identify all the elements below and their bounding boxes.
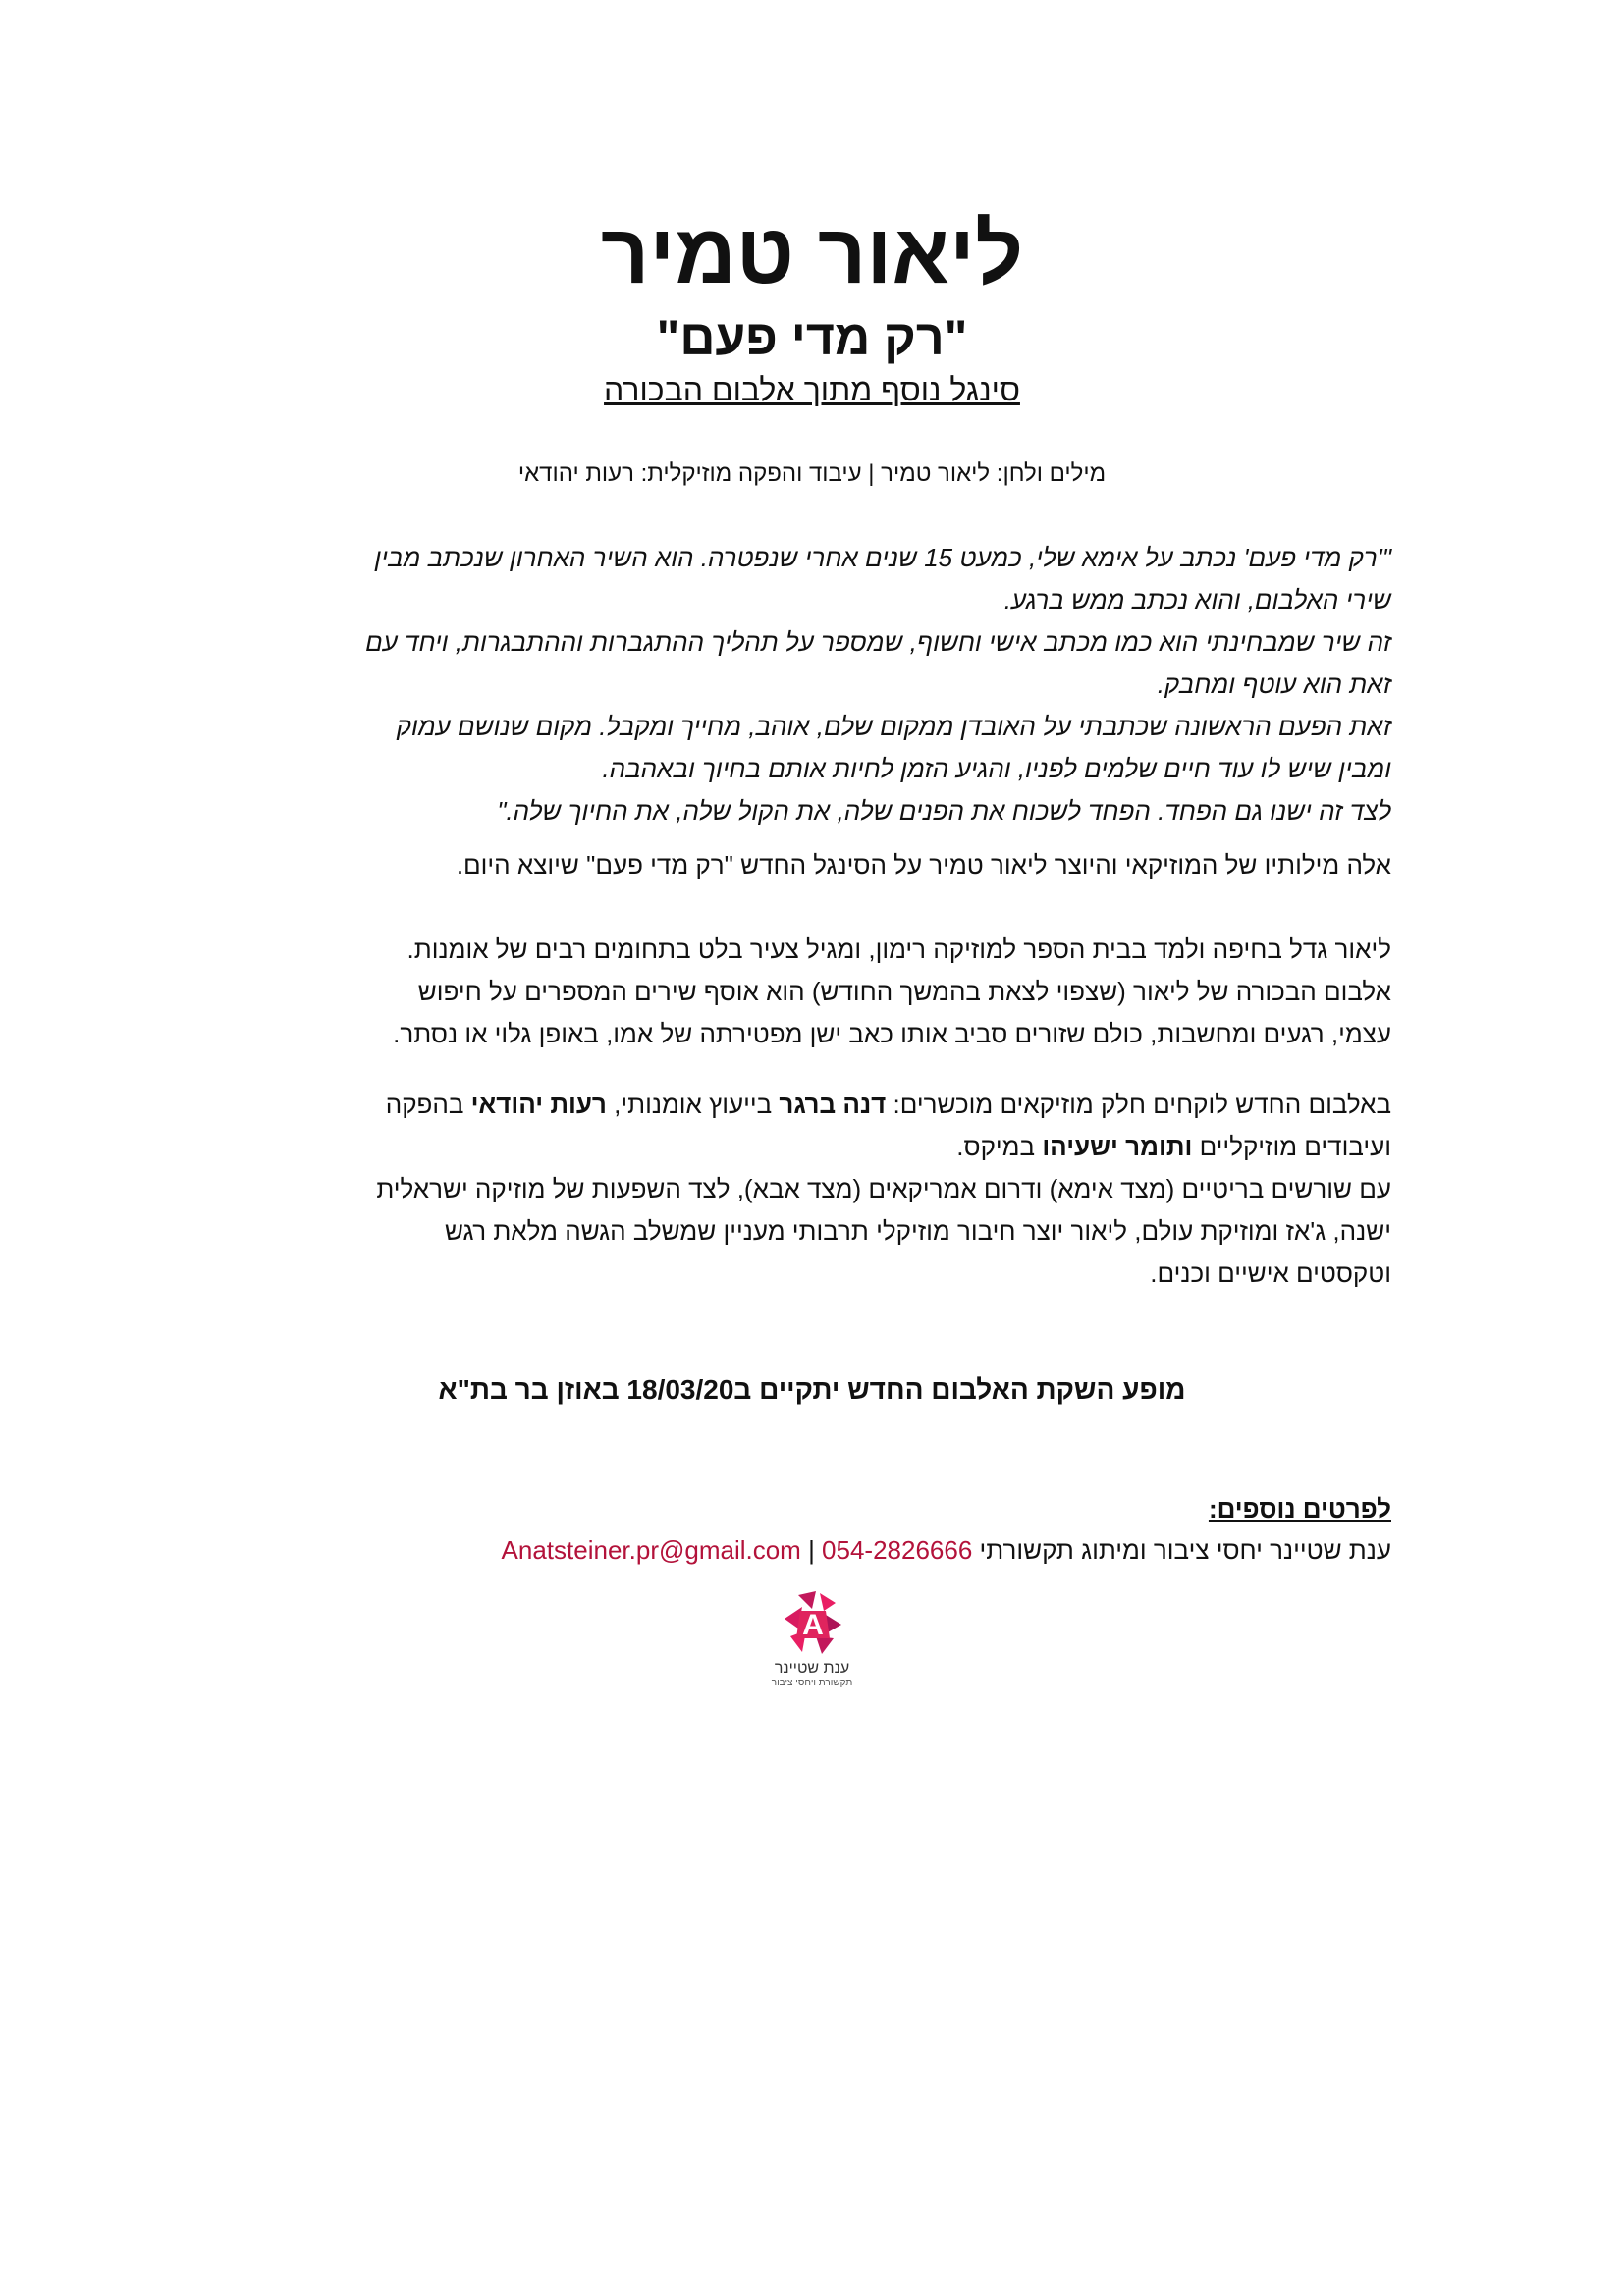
credits-line: מילים ולחן: ליאור טמיר | עיבוד והפקה מוזיקלית: רעות יהודאי: [517, 460, 1107, 487]
phone-number[interactable]: 054-2826666: [822, 1535, 973, 1565]
album-text: במיקס.: [956, 1132, 1043, 1161]
contact-line: [502, 1532, 1391, 1568]
quote-line: זה שיר שמבחינתי הוא כמו מכתב אישי וחשוף, שמספר על תהליך ההתגברות וההתבגרות, ויחד עם: [365, 627, 1391, 657]
album-line: עם שורשים בריטיים (מצד אימא) ודרום אמריקאים (מצד אבא), לצד השפעות של מוזיקה ישראלית: [376, 1174, 1391, 1203]
quote-line: שירי האלבום, והוא נכתב ממש ברגע.: [1003, 585, 1391, 614]
anat-steiner-logo-icon: [777, 1589, 847, 1658]
album-line: [233, 1084, 1391, 1126]
song-title: "רק מדי פעם": [656, 310, 968, 365]
musician-name: ותומר ישעיהו: [1042, 1132, 1193, 1161]
subtitle: סינגל נוסף מתוך אלבום הבכורה: [604, 372, 1020, 407]
intro-paragraph: [233, 844, 1391, 886]
musician-name: רעות יהודאי: [470, 1090, 607, 1119]
quote-line: זאת הפעם הראשונה שכתבתי על האובדן ממקום שלם, אוהב, מחייך ומקבל. מקום שנושם עמוק: [396, 712, 1391, 741]
quote-line: "'רק מדי פעם' נכתב על אימא שלי, כמעט 15 שנים אחרי שנפטרה. הוא השיר האחרון שנכתב מבין: [374, 543, 1391, 572]
logo-letter: A: [802, 1609, 824, 1641]
email-link[interactable]: Anatsteiner.pr@gmail.com: [501, 1535, 801, 1565]
artist-name: ליאור טמיר: [600, 207, 1024, 301]
quote-line: לצד זה ישנו גם הפחד. הפחד לשכוח את הפנים שלה, את הקול שלה, את החיוך שלה.": [497, 796, 1391, 826]
album-text: באלבום החדש לוקחים חלק מוזיקאים מוכשרים:: [886, 1090, 1391, 1119]
album-line: [233, 1126, 1391, 1168]
quote-line: זאת הוא עוטף ומחבק.: [1157, 669, 1391, 699]
bio-line: ליאור גדל בחיפה ולמד בבית הספר למוזיקה רימון, ומגיל צעיר בלט בתחומים רבים של אומנות.: [406, 934, 1391, 964]
album-text: ועיבודים מוזיקליים: [1192, 1132, 1391, 1161]
musician-name: דנה ברגר: [779, 1090, 887, 1119]
launch-announcement: מופע השקת האלבום החדש יתקיים ב18/03/20 באוזן בר בת"א: [438, 1374, 1186, 1405]
album-text: בייעוץ אומנותי,: [606, 1090, 780, 1119]
logo-tagline: תקשורת ויחסי ציבור: [771, 1678, 853, 1688]
quote-line: ומבין שיש לו עוד חיים שלמים לפניו, והגיע הזמן לחיות אותם בחיוך ובאהבה.: [602, 754, 1391, 783]
album-line: ישנה, ג'אז ומוזיקת עולם, ליאור יוצר חיבור מוזיקלי תרבותי מעניין שמשלב הגשה מלאת רגש: [445, 1216, 1391, 1246]
header: [0, 201, 1624, 411]
more-info-heading: לפרטים נוספים:: [1208, 1494, 1391, 1523]
intro-line: אלה מילותיו של המוזיקאי והיוצר ליאור טמיר על הסינגל החדש "רק מדי פעם" שיוצא היום.: [456, 850, 1391, 880]
album-text: בהפקה: [385, 1090, 471, 1119]
bio-line: אלבום הבכורה של ליאור (שצפוי לצאת בהמשך החודש) הוא אוסף שירים המספרים על חיפוש: [417, 977, 1391, 1006]
album-line: וטקסטים אישיים וכנים.: [1150, 1258, 1391, 1288]
logo-name: ענת שטיינר: [774, 1660, 850, 1677]
bio-paragraph: [233, 929, 1391, 1055]
bio-line: עצמי, רגעים ומחשבות, כולם שזורים סביב אותו כאב ישן מפטירתה של אמו, באופן גלוי או נסתר.: [393, 1019, 1391, 1048]
contact-separator: |: [800, 1535, 823, 1565]
anat-steiner-logo: [766, 1589, 858, 1697]
artist-quote: [233, 537, 1391, 832]
contact-prefix: ענת שטיינר יחסי ציבור ומיתוג תקשורתי: [972, 1535, 1391, 1565]
album-paragraph: [233, 1084, 1391, 1295]
